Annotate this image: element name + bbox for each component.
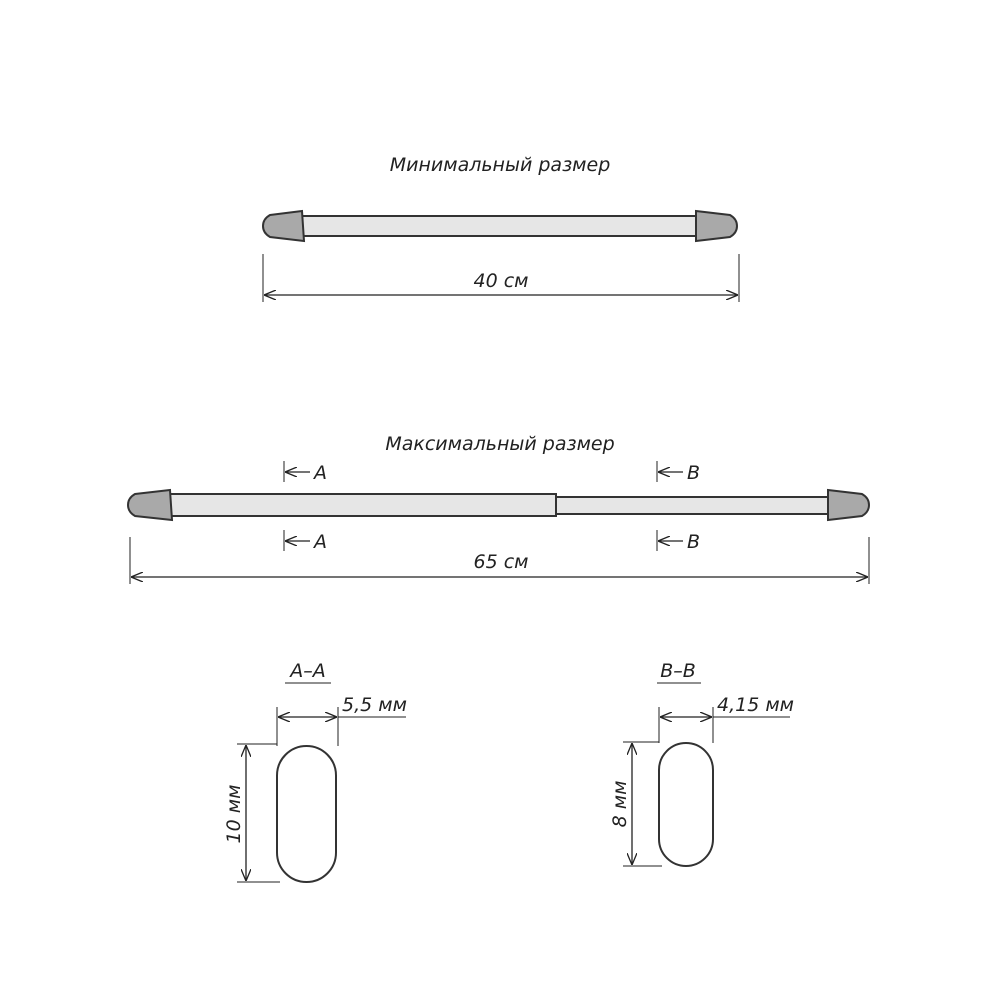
section-mark-a-top: A xyxy=(314,462,327,484)
section-marker-b-top xyxy=(657,461,700,484)
min-rod xyxy=(263,211,737,241)
min-rod-tube xyxy=(302,216,698,236)
section-b-height-label: 8 мм xyxy=(609,780,631,828)
min-length-label: 40 см xyxy=(473,270,529,292)
max-length-label: 65 см xyxy=(473,551,529,573)
max-rod-thin-tube xyxy=(554,497,829,514)
section-b-width-label: 4,15 мм xyxy=(717,694,795,716)
max-rod-left-cap xyxy=(128,490,172,520)
min-length-dimension xyxy=(263,254,739,302)
section-marker-a-top xyxy=(284,461,327,484)
max-rod-thick-tube xyxy=(168,494,556,516)
min-size-title: Минимальный размер xyxy=(389,154,611,176)
section-mark-b-bottom: B xyxy=(687,531,701,553)
max-size-title: Максимальный размер xyxy=(385,433,615,455)
section-a-title: A–A xyxy=(290,660,326,682)
section-marker-a-bottom xyxy=(284,530,327,553)
section-a-a xyxy=(223,660,407,882)
section-b-oval xyxy=(659,743,713,866)
min-rod-left-cap xyxy=(263,211,304,241)
section-a-width-label: 5,5 мм xyxy=(342,694,407,716)
section-b-b xyxy=(609,660,794,866)
max-length-dimension xyxy=(130,537,869,584)
section-b-title: B–B xyxy=(660,660,696,682)
section-a-height-label: 10 мм xyxy=(223,784,245,844)
min-rod-right-cap xyxy=(696,211,737,241)
section-marker-b-bottom xyxy=(657,530,700,553)
max-rod xyxy=(128,490,869,520)
section-a-oval xyxy=(277,746,336,882)
max-rod-right-cap xyxy=(828,490,869,520)
section-mark-b-top: B xyxy=(687,462,701,484)
section-mark-a-bottom: A xyxy=(314,531,327,553)
